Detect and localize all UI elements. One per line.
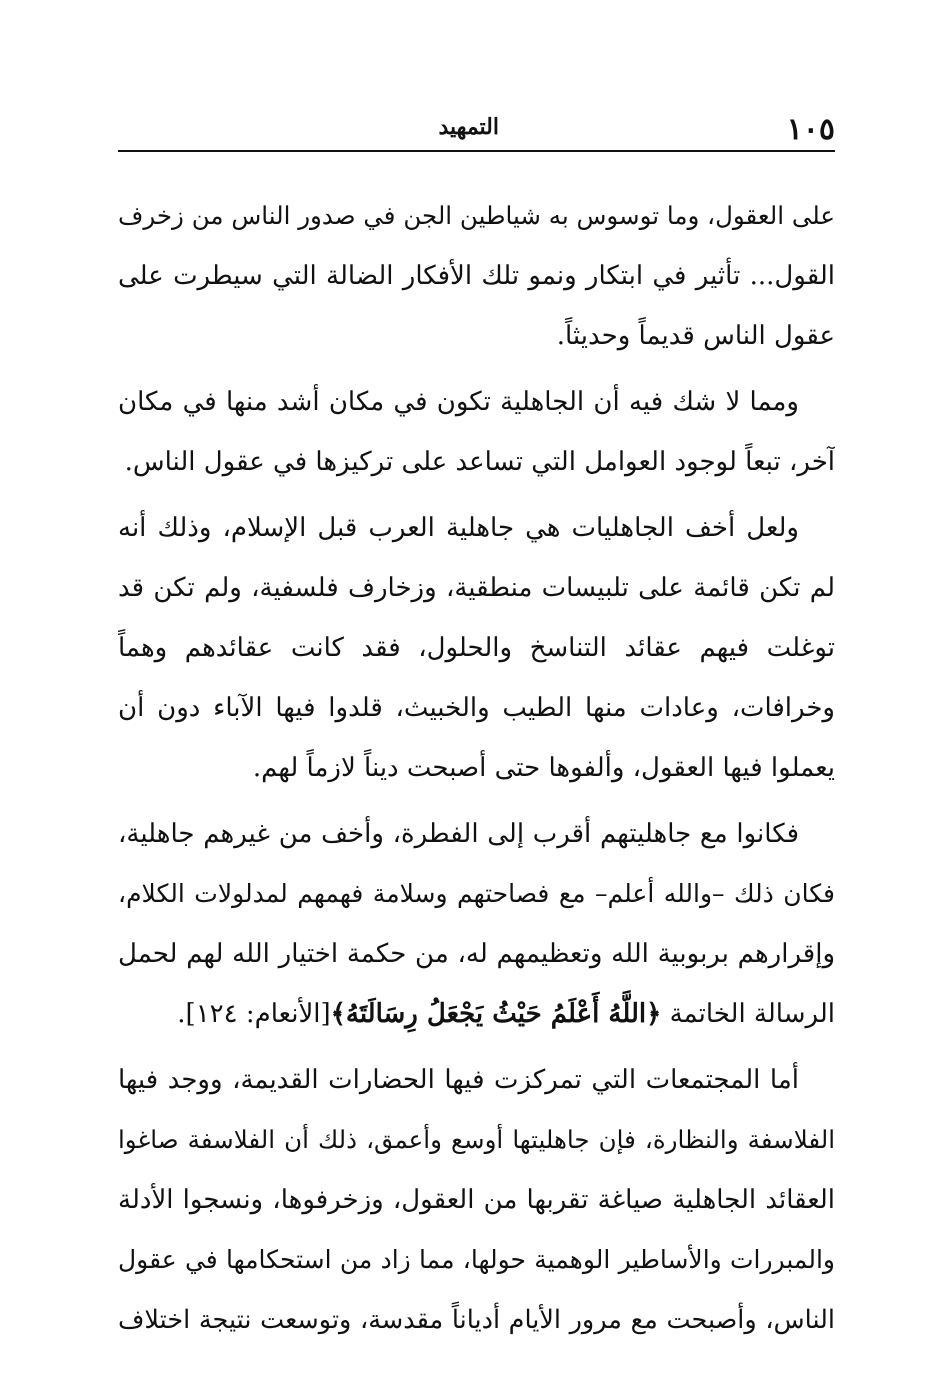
text-line: يعملوا فيها العقول، وألفوها حتى أصبحت ديناً لازماً لهم.	[252, 753, 835, 783]
paragraph-2	[118, 372, 835, 492]
text-line: وخرافات، وعادات منها الطيب والخبيث، قلدوا فيها الآباء دون أن	[118, 693, 835, 723]
text-line: الناس، وأصبحت مع مرور الأيام أدياناً مقدسة، وتوسعت نتيجة اختلاف	[118, 1305, 835, 1335]
text-line-with-quran-verse	[118, 984, 835, 1044]
paragraph-4	[118, 804, 835, 1044]
text-line: ومما لا شك فيه أن الجاهلية تكون في مكان أشد منها في مكان	[118, 387, 799, 417]
page-header	[120, 108, 835, 148]
text-line: والمبررات والأساطير الوهمية حولها، مما زاد من استحكامها في عقول	[118, 1245, 835, 1274]
text-line: أما المجتمعات التي تمركزت فيها الحضارات القديمة، ووجد فيها	[118, 1065, 799, 1095]
text-line: وإقرارهم بربوبية الله وتعظيمهم له، من حكمة اختيار الله لهم لحمل	[118, 939, 835, 969]
header-rule	[118, 150, 835, 152]
text-line: آخر، تبعاً لوجود العوامل التي تساعد على تركيزها في عقول الناس.	[124, 447, 835, 477]
text-line: العقائد الجاهلية صياغة تقربها من العقول، وزخرفوها، ونسجوا الأدلة	[118, 1185, 835, 1215]
running-title: التمهيد	[438, 114, 499, 140]
verse-citation: [الأنعام: ١٢٤].	[177, 999, 331, 1029]
text-line: القول... تأثير في ابتكار ونمو تلك الأفكار الضالة التي سيطرت على	[118, 261, 835, 291]
text-line: فكانوا مع جاهليتهم أقرب إلى الفطرة، وأخف من غيرهم جاهلية،	[118, 819, 799, 849]
quran-verse: ﴿اللَّهُ أَعْلَمُ حَيْثُ يَجْعَلُ رِسَالَتَهُ﴾	[330, 999, 662, 1029]
paragraph-3	[118, 498, 835, 798]
text-segment: الرسالة الخاتمة	[661, 999, 835, 1029]
text-line: على العقول، وما توسوس به شياطين الجن في صدور الناس من زخرف	[118, 201, 835, 230]
text-line: فكان ذلك –والله أعلم– مع فصاحتهم وسلامة فهمهم لمدلولات الكلام،	[118, 879, 835, 908]
paragraph-5	[118, 1050, 835, 1350]
page-number: ١٠٥	[786, 112, 835, 147]
text-line: عقول الناس قديماً وحديثاً.	[556, 321, 835, 351]
text-line: ولعل أخف الجاهليات هي جاهلية العرب قبل الإسلام، وذلك أنه	[118, 513, 799, 543]
text-line: توغلت فيهم عقائد التناسخ والحلول، فقد كانت عقائدهم وهماً	[118, 633, 835, 663]
paragraph-1	[118, 186, 835, 366]
text-line: الفلاسفة والنظارة، فإن جاهليتها أوسع وأعمق، ذلك أن الفلاسفة صاغوا	[118, 1125, 835, 1154]
body-text	[118, 186, 835, 1356]
text-line: لم تكن قائمة على تلبيسات منطقية، وزخارف فلسفية، ولم تكن قد	[118, 573, 835, 603]
